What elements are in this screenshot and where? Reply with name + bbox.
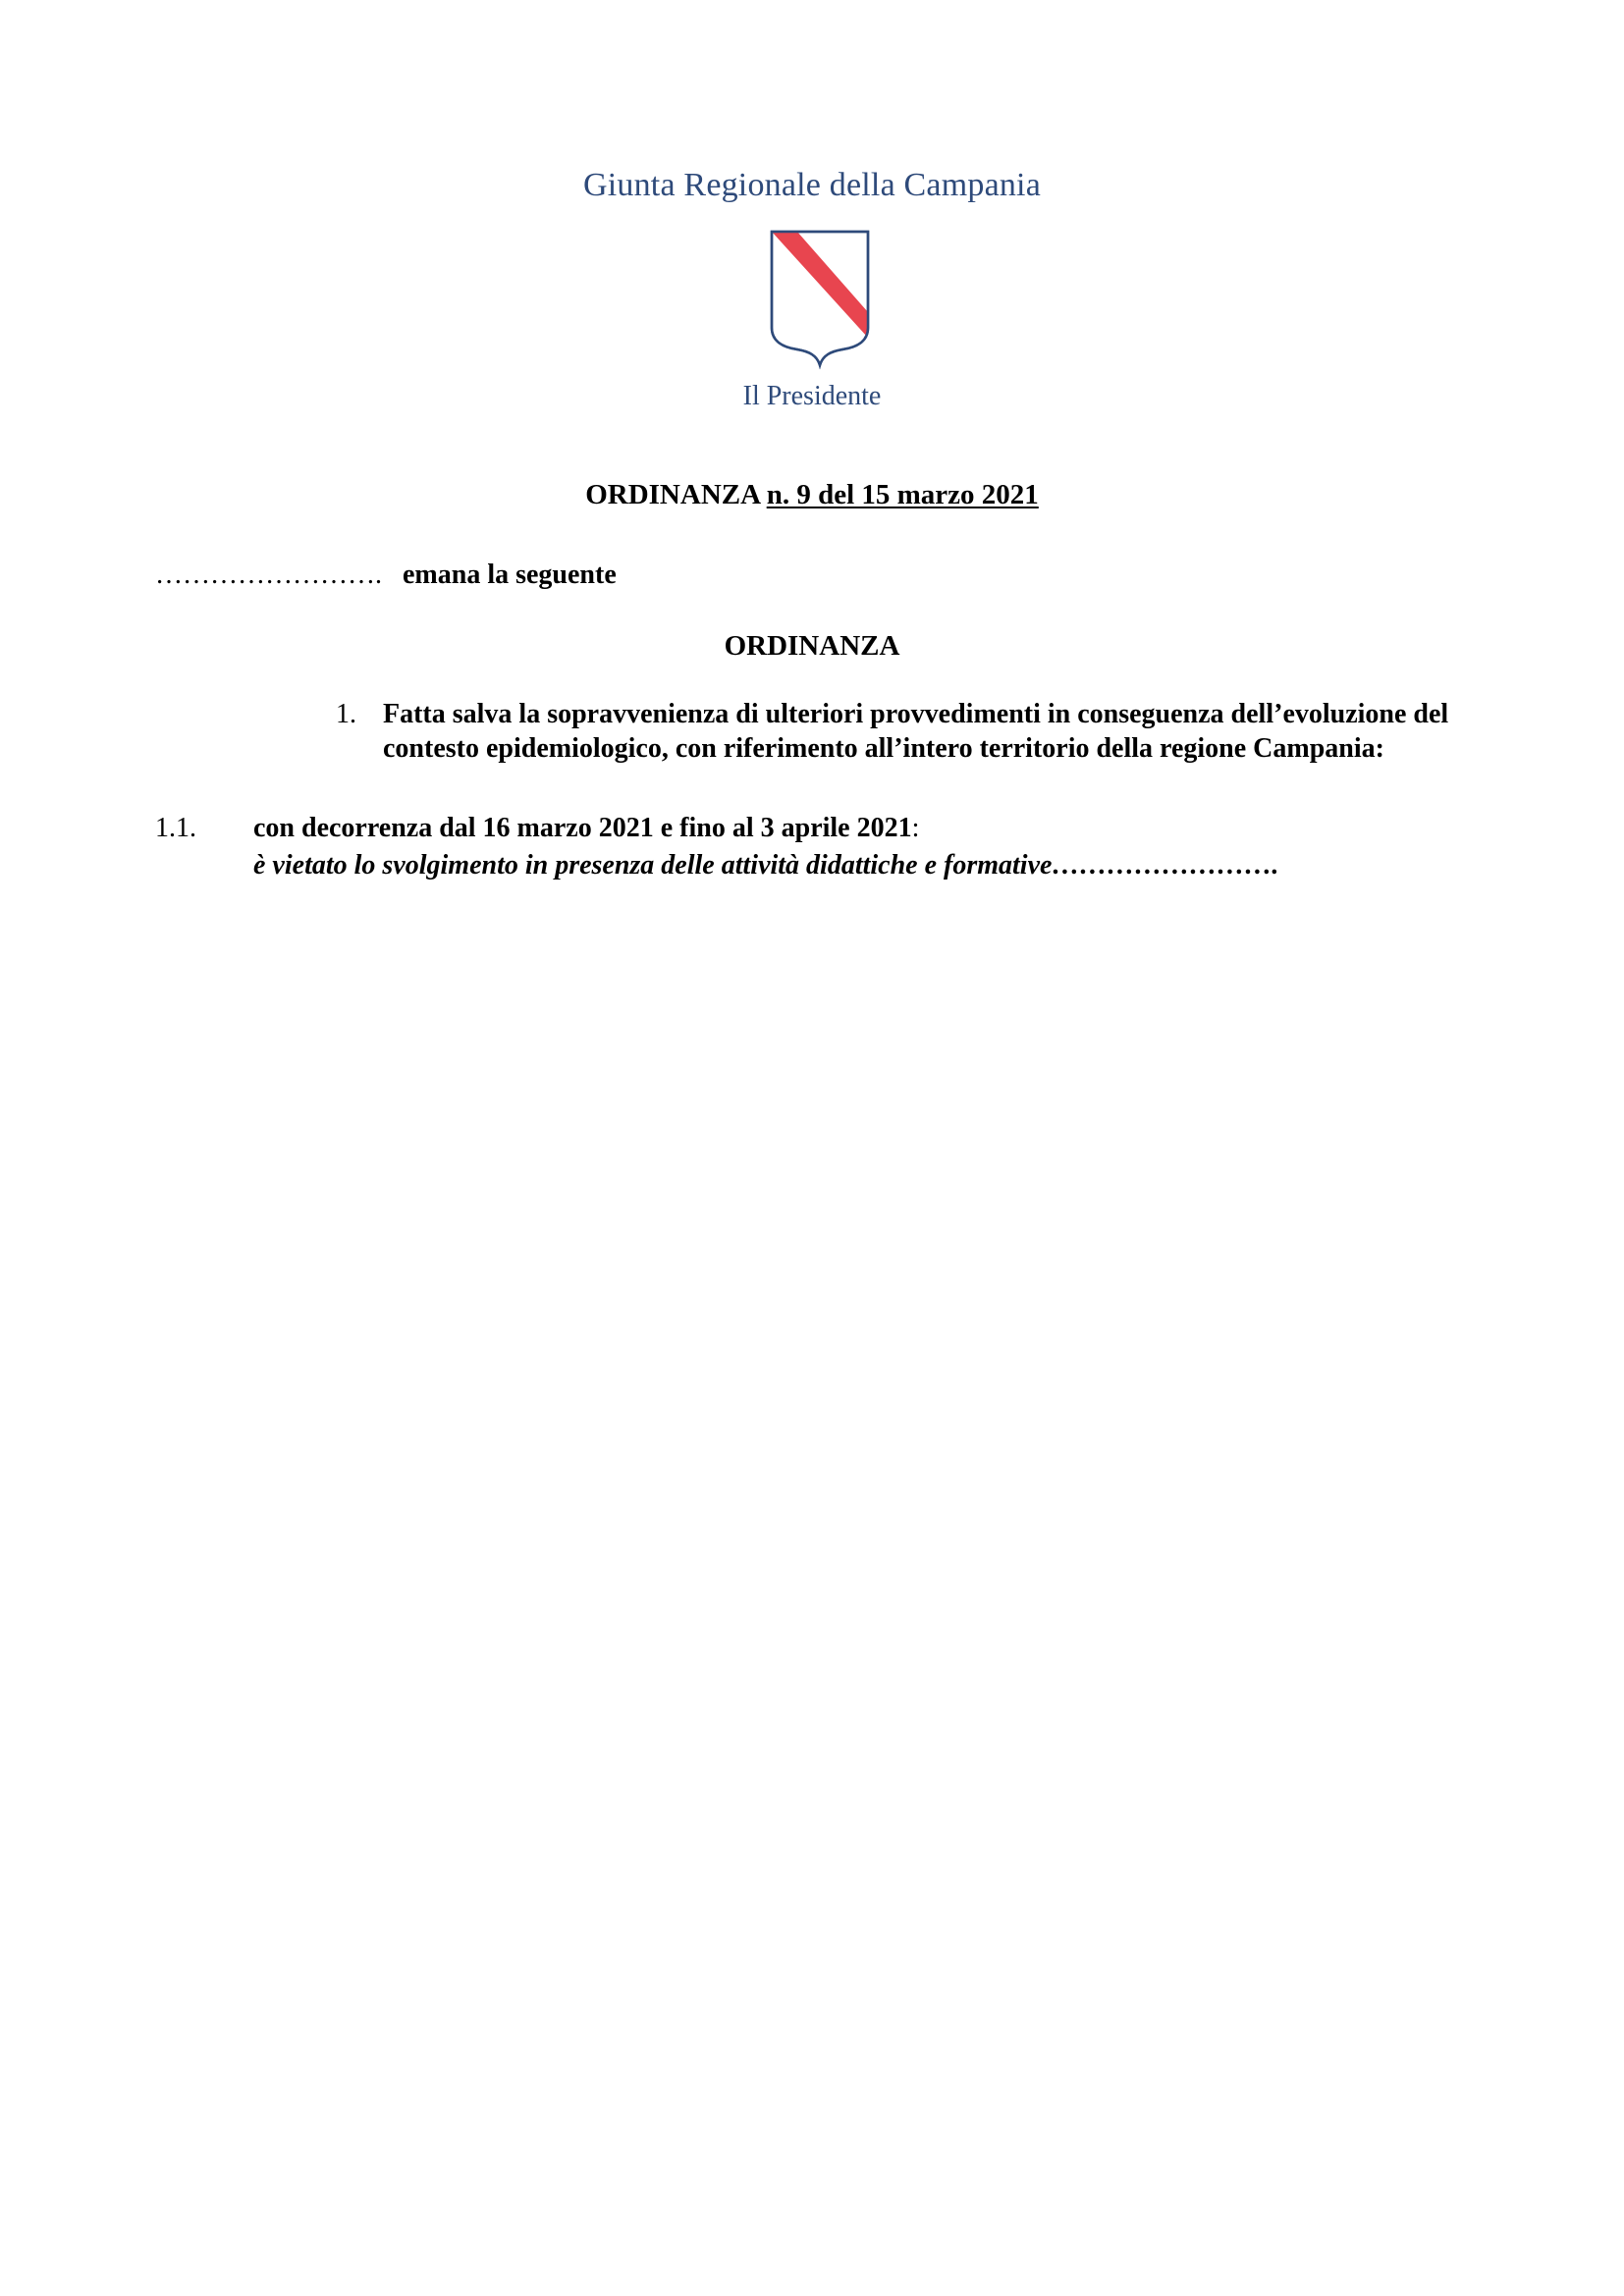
ordinance-reference-prefix: ORDINANZA: [585, 479, 760, 510]
intro-ellipsis: …………………….: [155, 560, 382, 590]
list-item-1-1-number: 1.1.: [155, 813, 196, 843]
list-item-1-1: [155, 810, 1278, 884]
list-item-1-1-period: con decorrenza dal 16 marzo 2021 e fino al 3 aprile 2021: [253, 813, 912, 843]
ordinance-heading: ORDINANZA: [724, 630, 900, 662]
intro-text: emana la seguente: [403, 560, 617, 590]
crest-shield-svg: [766, 226, 874, 373]
ordinance-reference-detail: n. 9 del 15 marzo 2021: [766, 479, 1039, 510]
list-item-1-1-provision: è vietato lo svolgimento in presenza delle attività didattiche e formative…………………….: [253, 850, 1279, 881]
president-label: Il Presidente: [742, 381, 882, 411]
list-item-1-number: 1.: [336, 699, 356, 729]
institution-name: Giunta Regionale della Campania: [583, 167, 1041, 203]
campania-crest-icon: [766, 226, 874, 373]
list-item-1-text: Fatta salva la sopravvenienza di ulteriori provvedimenti in conseguenza dell’evoluzione del contesto epidemiologico, con riferimento all’intero territorio della regione Campania:: [383, 699, 1449, 764]
list-item-1-1-colon: :: [911, 813, 920, 843]
list-item-1: [336, 697, 1465, 766]
ordinance-reference: [0, 479, 1624, 511]
intro-line: [155, 560, 617, 591]
list-item-1-1-text: [253, 810, 1278, 847]
